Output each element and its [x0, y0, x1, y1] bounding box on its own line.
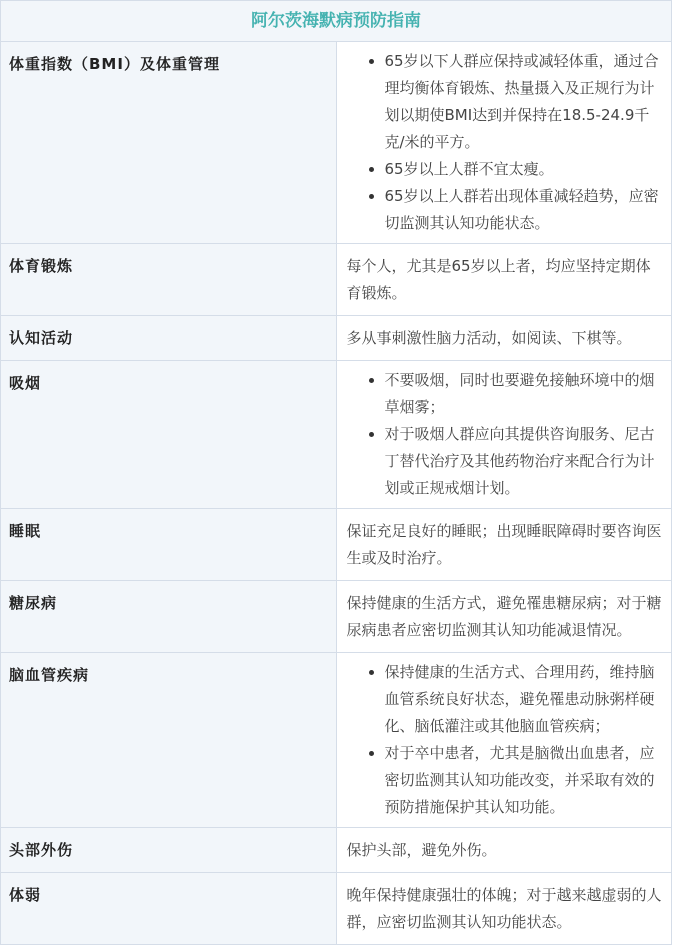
table-row	[1, 361, 672, 509]
table-row	[1, 828, 672, 873]
bullet-list	[347, 659, 664, 821]
table-row	[1, 316, 672, 361]
list-item: • 对于卒中患者，尤其是脑微出血患者，应密切监测其认知功能改变，并采取有效的预防措施保护其认知功能。	[385, 740, 664, 821]
table-header-row	[1, 1, 672, 42]
list-item: • 不要吸烟，同时也要避免接触环境中的烟草烟雾；	[385, 367, 664, 421]
row-key: 体重指数（BMI）及体重管理	[1, 42, 337, 244]
bullet-list	[347, 48, 664, 237]
list-item: • 65岁以上人群不宜太瘦。	[385, 156, 664, 183]
row-key: 脑血管疾病	[1, 653, 337, 828]
row-key: 吸烟	[1, 361, 337, 509]
list-item: • 对于吸烟人群应向其提供咨询服务、尼古丁替代治疗及其他药物治疗来配合行为计划或正规戒烟计划。	[385, 421, 664, 502]
row-value: 保护头部，避免外伤。	[336, 828, 672, 873]
row-key: 糖尿病	[1, 581, 337, 653]
row-value	[336, 653, 672, 828]
table-row	[1, 581, 672, 653]
row-value: 每个人，尤其是65岁以上者，均应坚持定期体育锻炼。	[336, 244, 672, 316]
row-key: 体育锻炼	[1, 244, 337, 316]
table-title: 阿尔茨海默病预防指南	[1, 1, 672, 42]
table-row	[1, 873, 672, 945]
row-value	[336, 361, 672, 509]
row-key: 睡眠	[1, 509, 337, 581]
row-value: 保证充足良好的睡眠；出现睡眠障碍时要咨询医生或及时治疗。	[336, 509, 672, 581]
row-key: 体弱	[1, 873, 337, 945]
bullet-list	[347, 367, 664, 502]
table-row	[1, 42, 672, 244]
table-row	[1, 244, 672, 316]
list-item: • 65岁以下人群应保持或减轻体重，通过合理均衡体育锻炼、热量摄入及正规行为计划以期使BMI达到并保持在18.5-24.9千克/米的平方。	[385, 48, 664, 156]
list-item: • 保持健康的生活方式、合理用药，维持脑血管系统良好状态，避免罹患动脉粥样硬化、脑低灌注或其他脑血管疾病；	[385, 659, 664, 740]
row-value: 保持健康的生活方式，避免罹患糖尿病；对于糖尿病患者应密切监测其认知功能减退情况。	[336, 581, 672, 653]
table-row	[1, 509, 672, 581]
table-row	[1, 653, 672, 828]
row-value: 晚年保持健康强壮的体魄；对于越来越虚弱的人群，应密切监测其认知功能状态。	[336, 873, 672, 945]
list-item: • 65岁以上人群若出现体重减轻趋势，应密切监测其认知功能状态。	[385, 183, 664, 237]
row-value	[336, 42, 672, 244]
row-key: 认知活动	[1, 316, 337, 361]
row-value: 多从事刺激性脑力活动，如阅读、下棋等。	[336, 316, 672, 361]
row-key: 头部外伤	[1, 828, 337, 873]
